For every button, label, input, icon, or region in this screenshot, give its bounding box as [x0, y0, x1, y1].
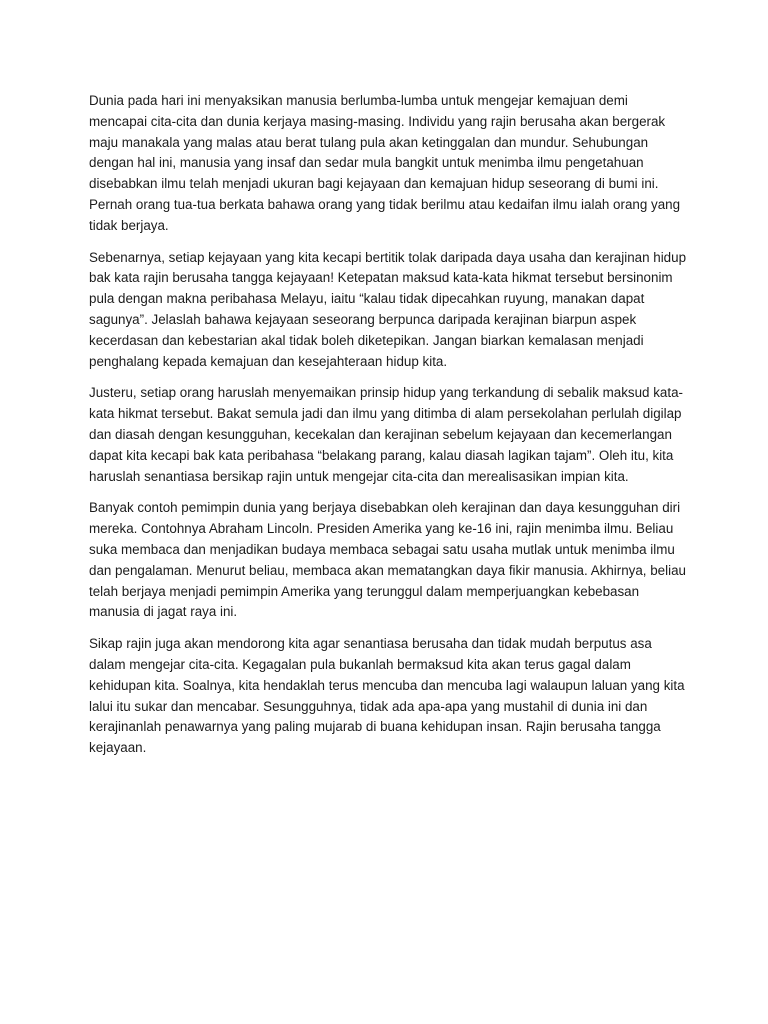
- paragraph-1: Dunia pada hari ini menyaksikan manusia berlumba-lumba untuk mengejar kemajuan demi mencapai cita-cita dan dunia kerjaya masing-masing. Individu yang rajin berusaha akan bergerak maju manakala yang malas atau berat tulang pula akan ketinggalan dan mundur. Sehubungan dengan hal ini, manusia yang insaf dan sedar mula bangkit untuk menimba ilmu pengetahuan disebabkan ilmu telah menjadi ukuran bagi kejayaan dan kemajuan hidup seseorang di bumi ini. Pernah orang tua-tua berkata bahawa orang yang tidak berilmu atau kedaifan ilmu ialah orang yang tidak berjaya.: [89, 93, 681, 233]
- document-body: [89, 91, 687, 770]
- paragraph-2: Sebenarnya, setiap kejayaan yang kita kecapi bertitik tolak daripada daya usaha dan kerajinan hidup bak kata rajin berusaha tangga kejayaan! Ketepatan maksud kata-kata hikmat tersebut bersinonim pula dengan makna peribahasa Melayu, iaitu “kalau tidak dipecahkan ruyung, manakan dapat sagunya”. Jelaslah bahawa kejayaan seseorang berpunca daripada kerajinan biarpun aspek kecerdasan dan kebestarian akal tidak boleh diketepikan. Jangan biarkan kemalasan menjadi penghalang kepada kemajuan dan kesejahteraan hidup kita.: [89, 249, 687, 369]
- paragraph-4: Banyak contoh pemimpin dunia yang berjaya disebabkan oleh kerajinan dan daya kesungguhan diri mereka. Contohnya Abraham Lincoln. Presiden Amerika yang ke-16 ini, rajin menimba ilmu. Beliau suka membaca dan menjadikan budaya membaca sebagai satu usaha mutlak untuk menimba ilmu dan pengalaman. Menurut beliau, membaca akan mematangkan daya fikir manusia. Akhirnya, beliau telah berjaya menjadi pemimpin Amerika yang terunggul dalam memperjuangkan kebebasan manusia di jagat raya ini.: [89, 500, 686, 620]
- paragraph-5: Sikap rajin juga akan mendorong kita agar senantiasa berusaha dan tidak mudah berputus asa dalam mengejar cita-cita. Kegagalan pula bukanlah bermaksud kita akan terus gagal dalam kehidupan kita. Soalnya, kita hendaklah terus mencuba dan mencuba lagi walaupun laluan yang kita lalui itu sukar dan mencabar. Sesungguhnya, tidak ada apa-apa yang mustahil di dunia ini dan kerajinanlah penawarnya yang paling mujarab di buana kehidupan insan. Rajin berusaha tangga kejayaan.: [89, 636, 685, 756]
- paragraph-3: Justeru, setiap orang haruslah menyemaikan prinsip hidup yang terkandung di sebalik maksud kata-kata hikmat tersebut. Bakat semula jadi dan ilmu yang ditimba di alam persekolahan perlulah digilap dan diasah dengan kesungguhan, kecekalan dan kerajinan sebelum kejayaan dan kecemerlangan dapat kita kecapi bak kata peribahasa “belakang parang, kalau diasah lagikan tajam”. Oleh itu, kita haruslah senantiasa bersikap rajin untuk mengejar cita-cita dan merealisasikan impian kita.: [89, 385, 683, 484]
